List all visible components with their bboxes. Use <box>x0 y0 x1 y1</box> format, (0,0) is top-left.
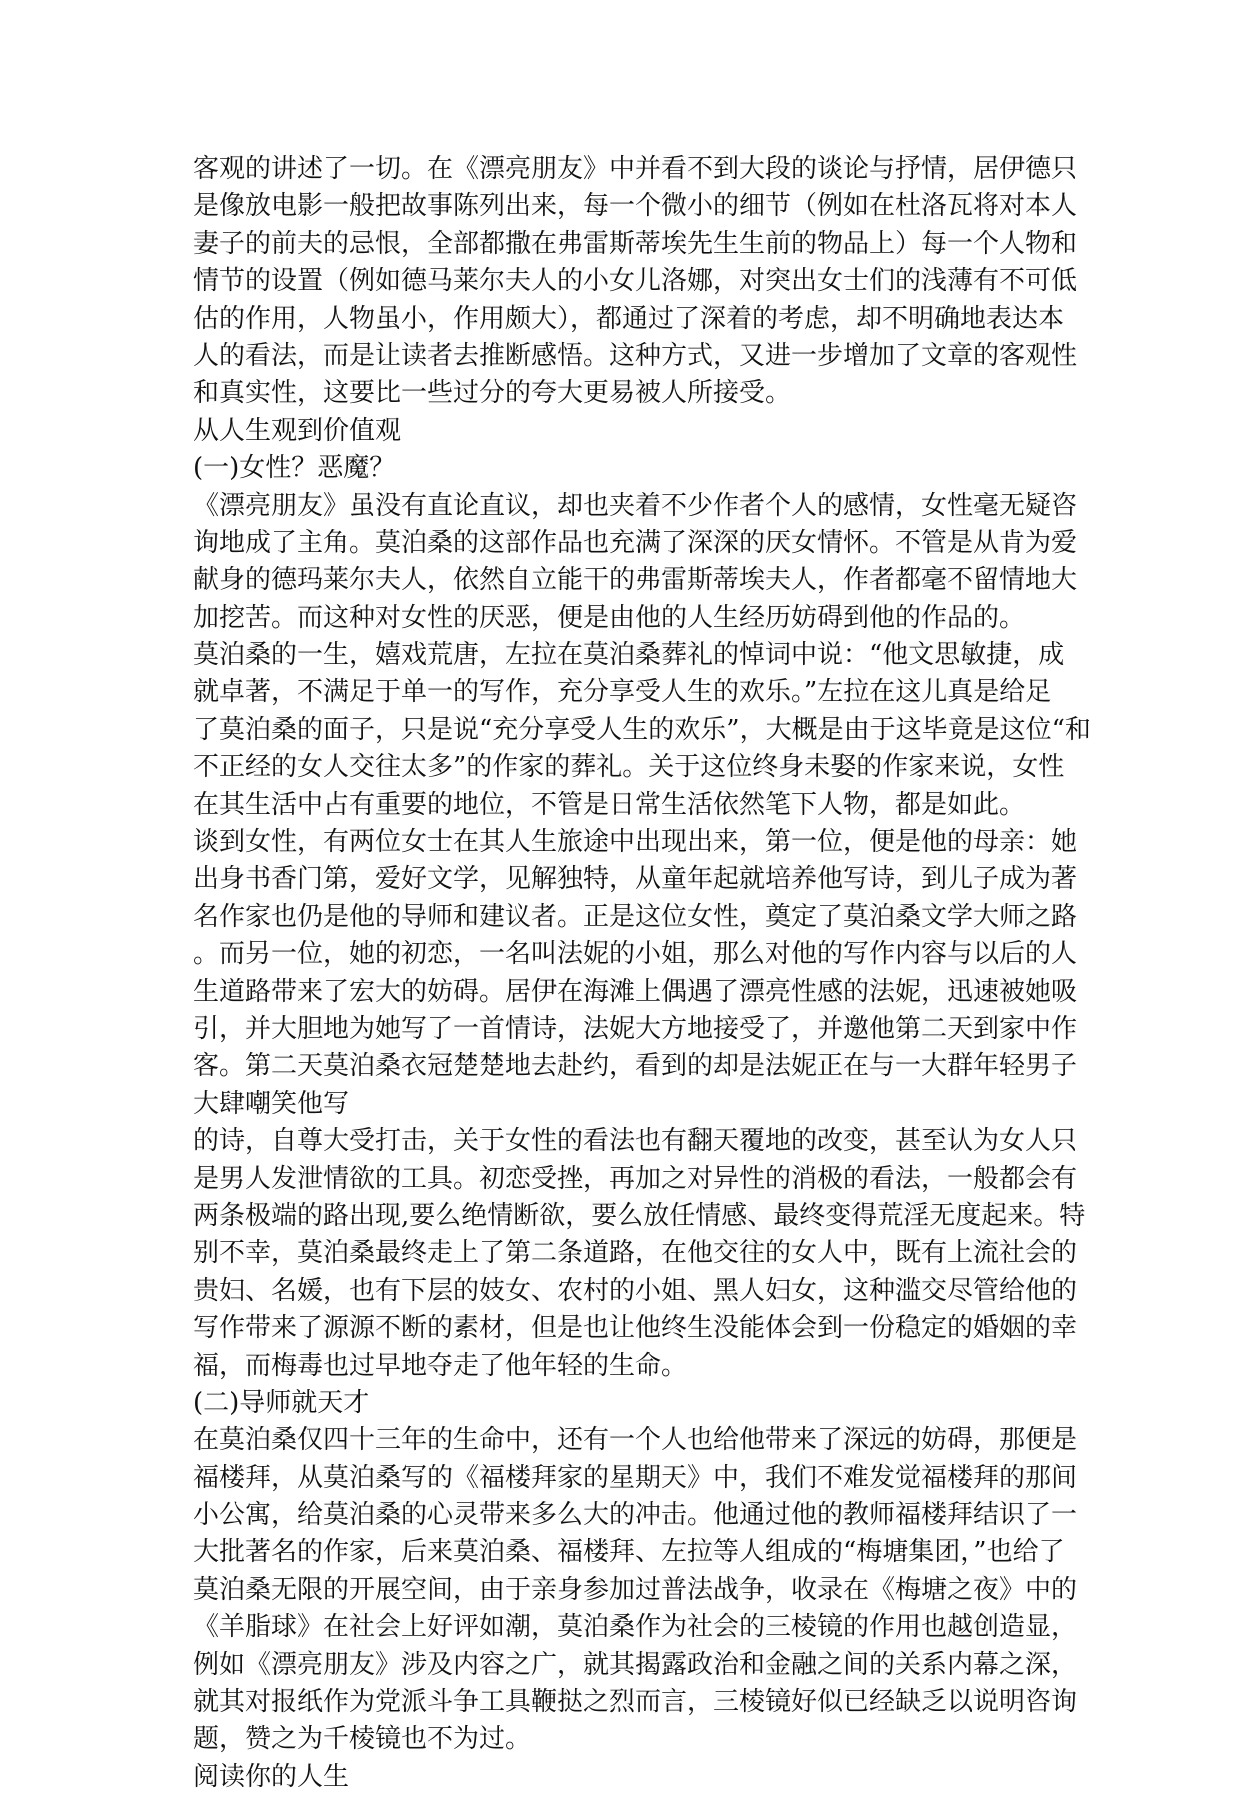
text-line: 贵妇、名媛，也有下层的妓女、农村的小姐、黑人妇女，这种滥交尽管给他的 <box>193 1275 1078 1306</box>
text-line: 人的看法，而是让读者去推断感悟。这种方式，又进一步增加了文章的客观性 <box>193 340 1078 371</box>
text-line: 询地成了主角。莫泊桑的这部作品也充满了深深的厌女情怀。不管是从肯为爱 <box>193 527 1078 558</box>
subsection-heading: (一)女性？恶魔？ <box>193 453 396 484</box>
text-line: 《漂亮朋友》虽没有直论直议，却也夹着不少作者个人的感情，女性毫无疑咨 <box>193 490 1078 521</box>
text-line: 生道路带来了宏大的妨碍。居伊在海滩上偶遇了漂亮性感的法妮，迅速被她吸 <box>193 976 1078 1007</box>
text-line: 情节的设置（例如德马莱尔夫人的小女儿洛娜，对突出女士们的浅薄有不可低 <box>193 266 1078 297</box>
text-line: 是像放电影一般把故事陈列出来，每一个微小的细节（例如在杜洛瓦将对本人 <box>193 191 1078 222</box>
section-heading: 从人生观到价值观 <box>193 415 402 446</box>
text-line: 就其对报纸作为党派斗争工具鞭挞之烈而言，三棱镜好似已经缺乏以说明咨询 <box>193 1687 1078 1718</box>
text-line: 是男人发泄情欲的工具。初恋受挫，再加之对异性的消极的看法，一般都会有 <box>193 1163 1078 1194</box>
text-line: 例如《漂亮朋友》涉及内容之广，就其揭露政治和金融之间的关系内幕之深， <box>193 1649 1078 1680</box>
text-line: 莫泊桑的一生，嬉戏荒唐，左拉在莫泊桑葬礼的悼词中说：“他文思敏捷，成 <box>193 640 1065 671</box>
text-line: 引，并大胆地为她写了一首情诗，法妮大方地接受了，并邀他第二天到家中作 <box>193 1013 1078 1044</box>
subsection-heading: (二)导师就天才 <box>193 1387 370 1418</box>
text-line: 客。第二天莫泊桑衣冠楚楚地去赴约，看到的却是法妮正在与一大群年轻男子 <box>193 1051 1078 1082</box>
text-line: 客观的讲述了一切。在《漂亮朋友》中并看不到大段的谈论与抒情，居伊德只 <box>193 154 1078 184</box>
text-line: 小公寓，给莫泊桑的心灵带来多么大的冲击。他通过他的教师福楼拜结识了一 <box>193 1500 1078 1531</box>
text-line: 妻子的前夫的忌恨，全部都撒在弗雷斯蒂埃先生生前的物品上）每一个人物和 <box>193 228 1078 259</box>
text-line: 大批著名的作家，后来莫泊桑、福楼拜、左拉等人组成的“梅塘集团，”也给了 <box>193 1537 1065 1568</box>
text-line: 别不幸，莫泊桑最终走上了第二条道路，在他交往的女人中，既有上流社会的 <box>193 1238 1078 1269</box>
text-line: 和真实性，这要比一些过分的夸大更易被人所接受。 <box>193 378 792 409</box>
text-line: 出身书香门第，爱好文学，见解独特，从童年起就培养他写诗，到儿子成为著 <box>193 864 1078 895</box>
text-line: 在莫泊桑仅四十三年的生命中，还有一个人也给他带来了深远的妨碍，那便是 <box>193 1425 1078 1456</box>
text-line: 题，赞之为千棱镜也不为过。 <box>193 1724 532 1755</box>
text-line: 在其生活中占有重要的地位，不管是日常生活依然笔下人物，都是如此。 <box>193 789 1026 820</box>
text-line: 的诗，自尊大受打击，关于女性的看法也有翻天覆地的改变，甚至认为女人只 <box>193 1126 1078 1157</box>
text-line: 莫泊桑无限的开展空间，由于亲身参加过普法战争，收录在《梅塘之夜》中的 <box>193 1574 1078 1605</box>
document-body <box>193 151 1091 1796</box>
text-line: 了莫泊桑的面子，只是说“充分享受人生的欢乐”，大概是由于这毕竟是这位“和 <box>193 714 1091 745</box>
text-line: 两条极端的路出现,要么绝情断欲，要么放任情感、最终变得荒淫无度起来。特 <box>193 1200 1086 1231</box>
text-line: 《羊脂球》在社会上好评如潮，莫泊桑作为社会的三棱镜的作用也越创造显， <box>193 1612 1078 1643</box>
text-line: 名作家也仍是他的导师和建议者。正是这位女性，奠定了莫泊桑文学大师之路 <box>193 901 1078 932</box>
text-line: 福，而梅毒也过早地夺走了他年轻的生命。 <box>193 1350 688 1381</box>
text-line: 谈到女性，有两位女士在其人生旅途中出现出来，第一位，便是他的母亲：她 <box>193 827 1078 858</box>
text-line: 估的作用，人物虽小，作用颇大），都通过了深着的考虑，却不明确地表达本 <box>193 303 1065 334</box>
text-line: 写作带来了源源不断的素材，但是也让他终生没能体会到一份稳定的婚姻的幸 <box>193 1313 1078 1344</box>
text-line: 献身的德玛莱尔夫人，依然自立能干的弗雷斯蒂埃夫人，作者都毫不留情地大 <box>193 565 1078 596</box>
text-line: 加挖苦。而这种对女性的厌恶，便是由他的人生经历妨碍到他的作品的。 <box>193 602 1026 633</box>
text-line: 。而另一位，她的初恋，一名叫法妮的小姐，那么对他的写作内容与以后的人 <box>193 939 1078 970</box>
section-heading: 阅读你的人生 <box>193 1761 350 1792</box>
text-line: 大肆嘲笑他写 <box>193 1088 350 1119</box>
text-line: 就卓著，不满足于单一的写作，充分享受人生的欢乐。”左拉在这儿真是给足 <box>193 677 1052 708</box>
text-line: 福楼拜，从莫泊桑写的《福楼拜家的星期天》中，我们不难发觉福楼拜的那间 <box>193 1462 1078 1493</box>
text-line: 不正经的女人交往太多”的作家的葬礼。关于这位终身未娶的作家来说，女性 <box>193 752 1065 783</box>
